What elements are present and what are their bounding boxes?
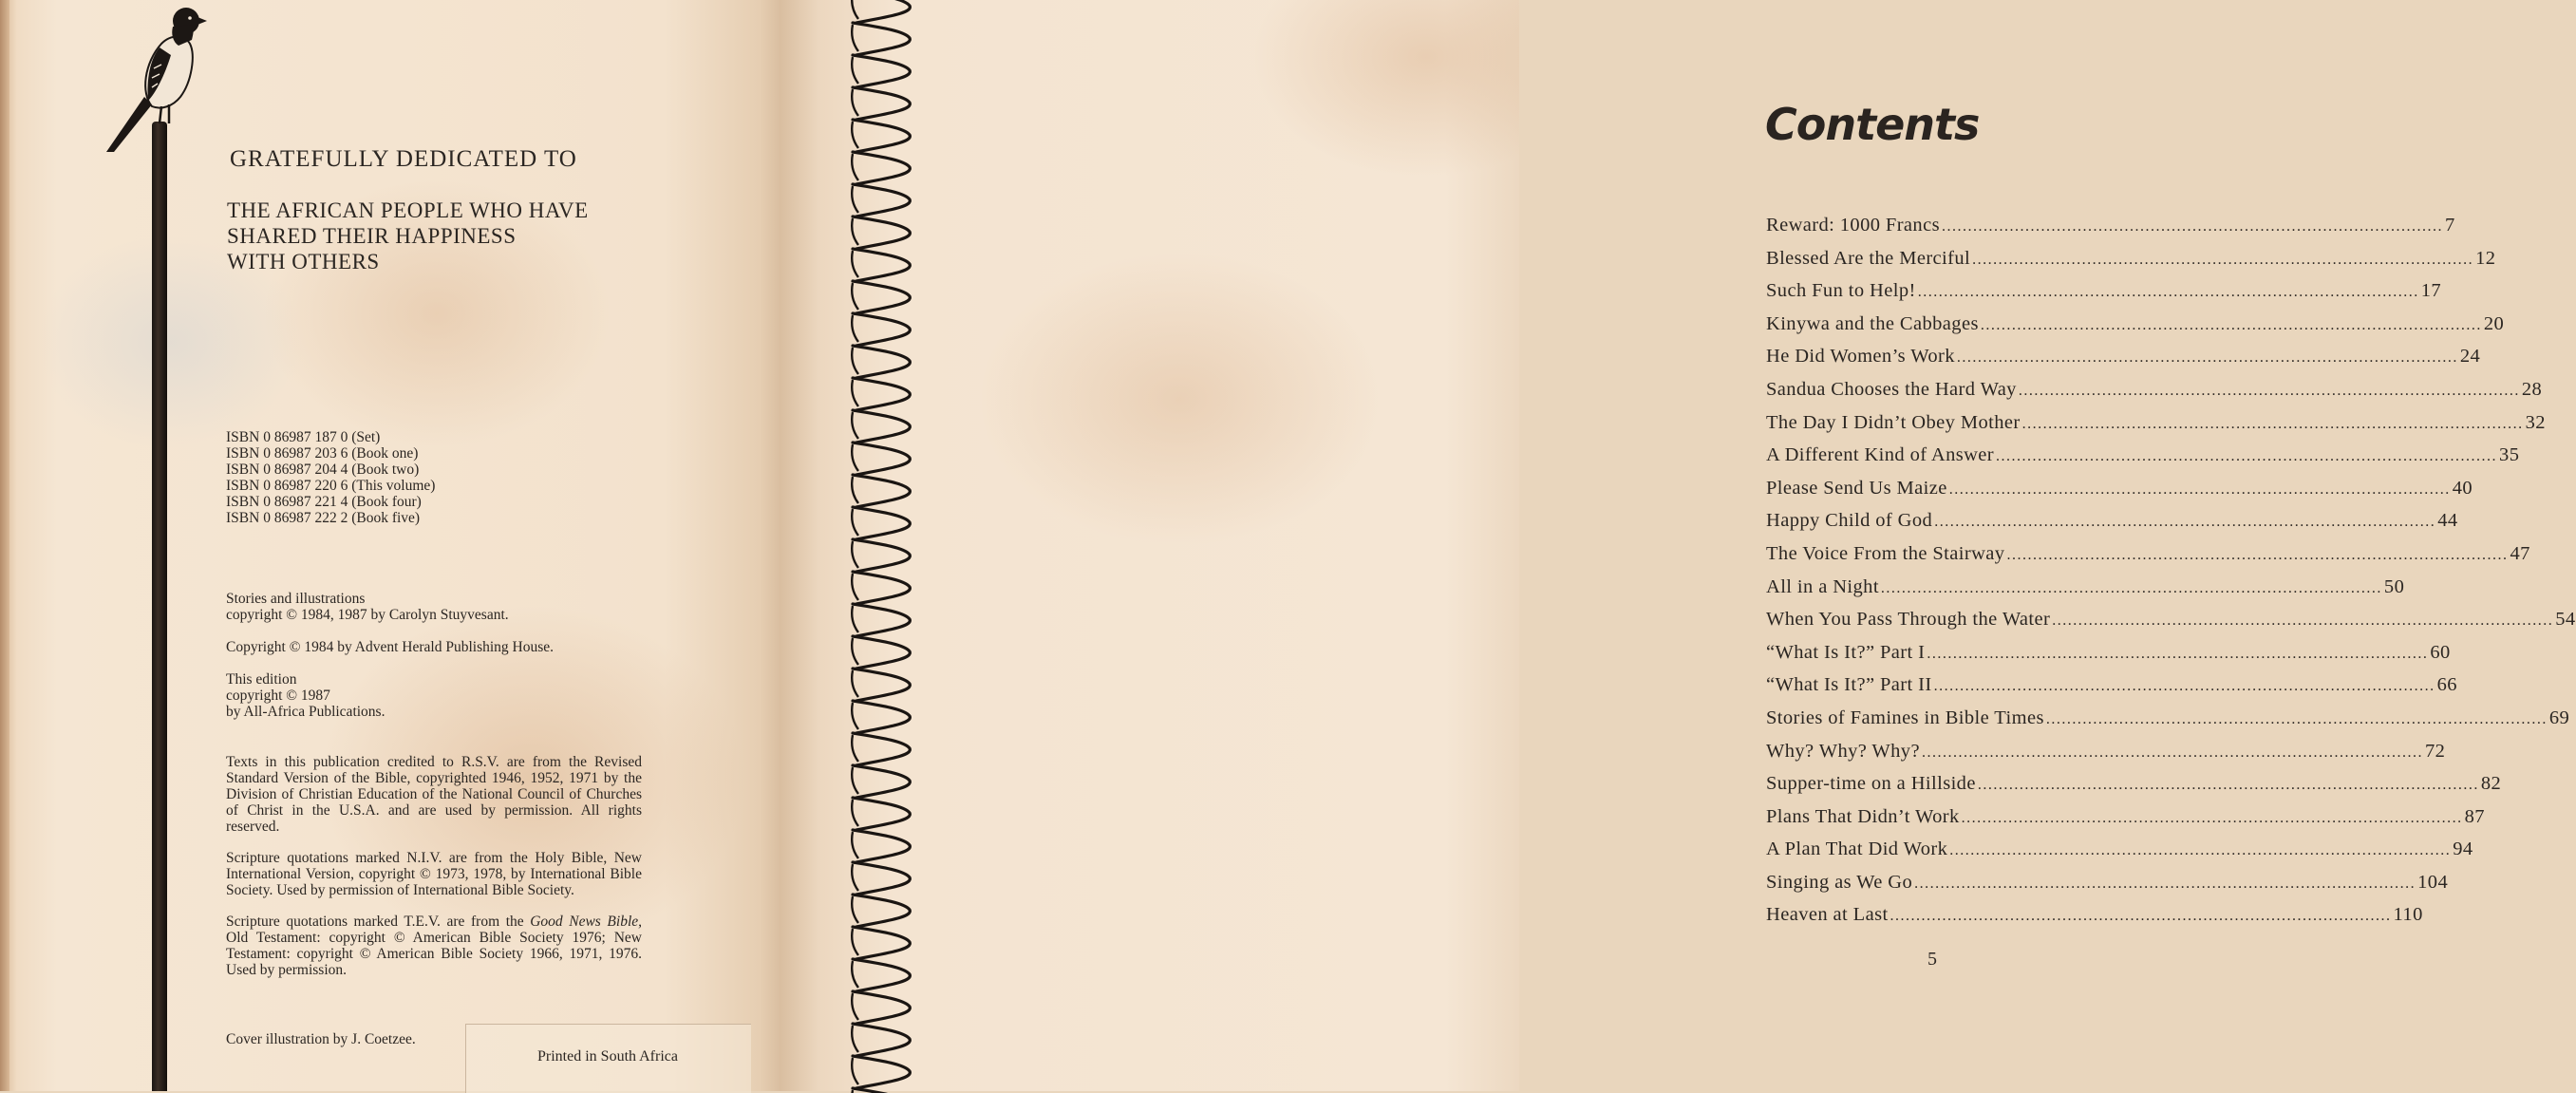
toc-entry-title: Sandua Chooses the Hard Way [1766,378,2017,400]
dedication-line: SHARED THEIR HAPPINESS [227,224,517,248]
left-page [0,0,780,1091]
spiral-coil [853,701,910,733]
toc-leader-dots [1922,744,2423,762]
bird-pole [152,122,167,1091]
spiral-coil-back [852,929,858,955]
isbn-list [226,429,435,526]
isbn-line: ISBN 0 86987 203 6 (Book one) [226,445,419,462]
toc-entry-title: When You Pass Through the Water [1766,609,2051,631]
spiral-coil-back [852,122,858,148]
toc-entry-page: 66 [2436,674,2457,696]
toc-leader-dots [2046,711,2548,728]
toc-entry [1766,740,2446,774]
toc-leader-dots [1981,317,2482,334]
isbn-line: ISBN 0 86987 187 0 (Set) [226,429,381,445]
toc-leader-dots [1890,908,2392,925]
toc-entry-title: Happy Child of God [1766,510,1933,532]
spiral-coil-back [852,348,858,374]
toc-entry-page: 87 [2464,805,2485,827]
spiral-coil-back [852,1026,858,1052]
spiral-coil [853,378,910,410]
toc-entry [1766,280,2442,313]
isbn-line: ISBN 0 86987 204 4 (Book two) [226,462,420,478]
toc-entry-page: 32 [2525,411,2546,433]
tev-note-suffix: Old Testament: copyright © American Bible Society 1976; New Testament: copyright © American Bible Society 1966, 1971, 1976. Used by permission. [226,930,642,978]
toc-entry-title: Reward: 1000 Francs [1766,215,1940,236]
spiral-coil-back [852,574,858,600]
spiral-coil-back [852,800,858,826]
spiral-binding-icon [847,0,923,1091]
spiral-coil-back [852,315,858,342]
spiral-coil [853,87,910,120]
isbn-line: ISBN 0 86987 220 6 (This volume) [226,478,436,494]
stories-copyright-line: Stories and illustrations [226,591,366,607]
spiral-coil-back [852,186,858,213]
toc-leader-dots [1914,876,2416,893]
page-number: 5 [1927,949,1937,970]
edition-copyright-line: This edition [226,671,297,688]
toc-entry-title: Blessed Are the Merciful [1766,247,1971,269]
toc-entry-page: 40 [2452,477,2473,499]
spiral-coil-back [852,509,858,536]
spiral-coil-back [852,670,858,697]
toc-entry [1766,707,2570,741]
toc-entry [1766,444,2520,478]
spiral-coil [853,895,910,927]
niv-note: Scripture quotations marked N.I.V. are from the Holy Bible, New International Version, copyright © 1973, 1978, by International Bible Society. Used by permission of International Bible Society. [226,850,642,898]
toc-entry [1766,871,2449,905]
toc-entry [1766,346,2481,379]
edition-copyright-line: by All-Africa Publications. [226,704,385,720]
toc-entry-title: The Voice From the Stairway [1766,542,2005,564]
toc-entry-title: Singing as We Go [1766,871,1913,893]
spiral-coil [853,733,910,765]
toc-leader-dots [2006,547,2508,564]
spiral-coil-back [852,477,858,503]
spiral-coil [853,507,910,539]
stories-copyright [226,591,644,623]
toc-entry [1766,839,2473,872]
spiral-coil-back [852,832,858,858]
spiral-coil-back [852,444,858,471]
toc-entry [1766,575,2405,610]
toc-leader-dots [1934,514,2435,531]
spiral-coil [853,604,910,636]
toc-entry-page: 17 [2420,280,2442,302]
spiral-coil [853,55,910,87]
toc-entry [1766,674,2457,707]
toc-leader-dots [1972,252,2473,269]
toc-leader-dots [1949,481,2451,499]
spiral-coil-back [852,993,858,1020]
spiral-coil-back [852,57,858,84]
dedication-text [227,198,664,274]
toc-entry [1766,805,2485,839]
toc-entry-title: The Day I Didn’t Obey Mother [1766,411,2021,433]
toc-entry [1766,215,2455,248]
spiral-coil-back [852,1058,858,1084]
toc-entry-page: 12 [2475,247,2496,269]
toc-entry-title: Stories of Famines in Bible Times [1766,707,2044,728]
spiral-coil-back [852,541,858,568]
stories-copyright-line: copyright © 1984, 1987 by Carolyn Stuyvesant. [226,607,509,623]
spiral-coil [853,959,910,991]
toc-entry-page: 60 [2430,641,2451,663]
spiral-coil [853,572,910,604]
printed-in: Printed in South Africa [537,1048,678,1065]
toc-entry [1766,641,2451,675]
spiral-coil [853,636,910,669]
toc-leader-dots [1881,580,2382,597]
toc-leader-dots [1942,218,2443,236]
tev-note [226,914,642,978]
spiral-coil [853,23,910,55]
toc-entry [1766,904,2423,937]
toc-leader-dots [2019,383,2520,400]
toc-entry-title: Kinywa and the Cabbages [1766,312,1979,334]
spiral-coil-back [852,89,858,116]
spiral-coil-back [852,896,858,923]
toc-entry-title: He Did Women’s Work [1766,346,1955,367]
toc-entry [1766,542,2530,576]
toc-entry-title: Supper-time on a Hillside [1766,773,1976,795]
dedication-title: GRATEFULLY DEDICATED TO [230,146,577,172]
spiral-coil-back [852,218,858,245]
toc-entry-title: All in a Night [1766,575,1879,597]
spiral-coil-back [852,0,858,19]
toc-leader-dots [1996,448,2497,465]
copyright-block [226,591,644,736]
toc-leader-dots [1957,349,2458,367]
spiral-coil [853,313,910,346]
tev-note-title: Good News Bible, [530,914,643,930]
cover-credit: Cover illustration by J. Coetzee. [226,1031,416,1047]
spiral-coil-back [852,961,858,988]
toc-entry-page: 47 [2510,542,2530,564]
tev-note-prefix: Scripture quotations marked T.E.V. are from the [226,914,524,930]
spiral-coil [853,281,910,313]
publisher-copyright: Copyright © 1984 by Advent Herald Publishing House. [226,639,555,655]
spiral-coil-back [852,412,858,439]
toc-leader-dots [2052,612,2553,630]
spiral-coil [853,927,910,959]
toc-entry-page: 104 [2417,871,2449,893]
spiral-coil-back [852,25,858,51]
spiral-coil [853,410,910,443]
toc-entry-page: 35 [2499,444,2520,466]
spiral-coil-back [852,380,858,406]
spiral-coil-back [852,703,858,729]
spiral-coil [853,798,910,830]
spiral-coil [853,862,910,895]
table-of-contents [1766,215,2576,937]
spiral-coil [853,539,910,572]
spiral-coil [853,830,910,862]
toc-entry [1766,247,2496,281]
toc-entry-page: 72 [2424,740,2446,762]
toc-leader-dots [1927,646,2428,663]
toc-entry-page: 110 [2393,904,2423,926]
toc-entry-title: Please Send Us Maize [1766,477,1947,499]
toc-leader-dots [1962,810,2463,827]
toc-entry [1766,609,2576,642]
isbn-line: ISBN 0 86987 221 4 (Book four) [226,494,422,510]
toc-entry-page: 82 [2480,773,2502,795]
toc-entry-page: 50 [2383,575,2405,597]
spiral-coil [853,991,910,1024]
toc-entry-page: 28 [2521,378,2543,400]
toc-leader-dots [1949,842,2451,859]
spiral-coil [853,346,910,378]
spiral-coil-back [852,154,858,180]
spiral-coil [853,0,910,23]
spiral-coil [853,152,910,184]
dedication-line: THE AFRICAN PEOPLE WHO HAVE [227,198,589,222]
toc-entry [1766,477,2473,511]
spiral-coil [853,765,910,798]
spiral-coil-back [852,735,858,762]
toc-entry-page: 94 [2453,839,2473,860]
spiral-coil [853,669,910,701]
bird-illustration-icon [103,2,207,154]
toc-entry-page: 69 [2548,707,2570,728]
toc-entry-page: 24 [2459,346,2481,367]
spiral-coil [853,217,910,249]
spiral-coil-back [852,864,858,891]
spiral-coil [853,249,910,281]
toc-leader-dots [2022,416,2524,433]
toc-entry-title: A Different Kind of Answer [1766,444,1995,466]
spiral-coil [853,184,910,217]
toc-entry-page: 44 [2437,510,2458,532]
toc-leader-dots [1978,777,2479,794]
edition-copyright-line: copyright © 1987 [226,688,330,704]
toc-leader-dots [1918,284,2419,301]
rsv-note: Texts in this publication credited to R.S.V. are from the Revised Standard Version of the Bible, copyrighted 1946, 1952, 1971 by the Division of Christian Education of the National Council of Churches of Christ in the U.S.A. and are used by permission. All rights reserved. [226,754,642,835]
spiral-coil-back [852,767,858,794]
toc-entry-title: “What Is It?” Part II [1766,674,1932,696]
toc-leader-dots [1934,678,2435,695]
spiral-coil [853,1088,910,1093]
toc-entry-title: Heaven at Last [1766,904,1889,926]
toc-entry-title: Why? Why? Why? [1766,740,1920,762]
toc-entry-title: A Plan That Did Work [1766,839,1948,860]
toc-entry [1766,773,2502,806]
toc-entry [1766,378,2543,412]
spiral-coil [853,1024,910,1056]
spiral-coil [853,443,910,475]
toc-entry [1766,411,2546,445]
toc-entry-title: Such Fun to Help! [1766,280,1916,302]
dedication-line: WITH OTHERS [227,250,380,273]
isbn-line: ISBN 0 86987 222 2 (Book five) [226,510,421,526]
toc-entry [1766,510,2458,543]
spiral-coil-back [852,638,858,665]
toc-entry-title: “What Is It?” Part I [1766,641,1926,663]
spiral-coil-back [852,283,858,310]
toc-entry-page: 54 [2555,609,2576,631]
edition-copyright [226,671,644,720]
spiral-coil [853,475,910,507]
spiral-coil-back [852,251,858,277]
spiral-coil-back [852,606,858,632]
scripture-notes [226,754,642,993]
toc-entry-page: 20 [2483,312,2505,334]
spiral-coil [853,1056,910,1088]
contents-title: Contents [1765,99,1980,150]
toc-entry-page: 7 [2444,215,2455,236]
toc-entry-title: Plans That Didn’t Work [1766,805,1960,827]
spiral-coil [853,120,910,152]
toc-entry [1766,312,2505,347]
